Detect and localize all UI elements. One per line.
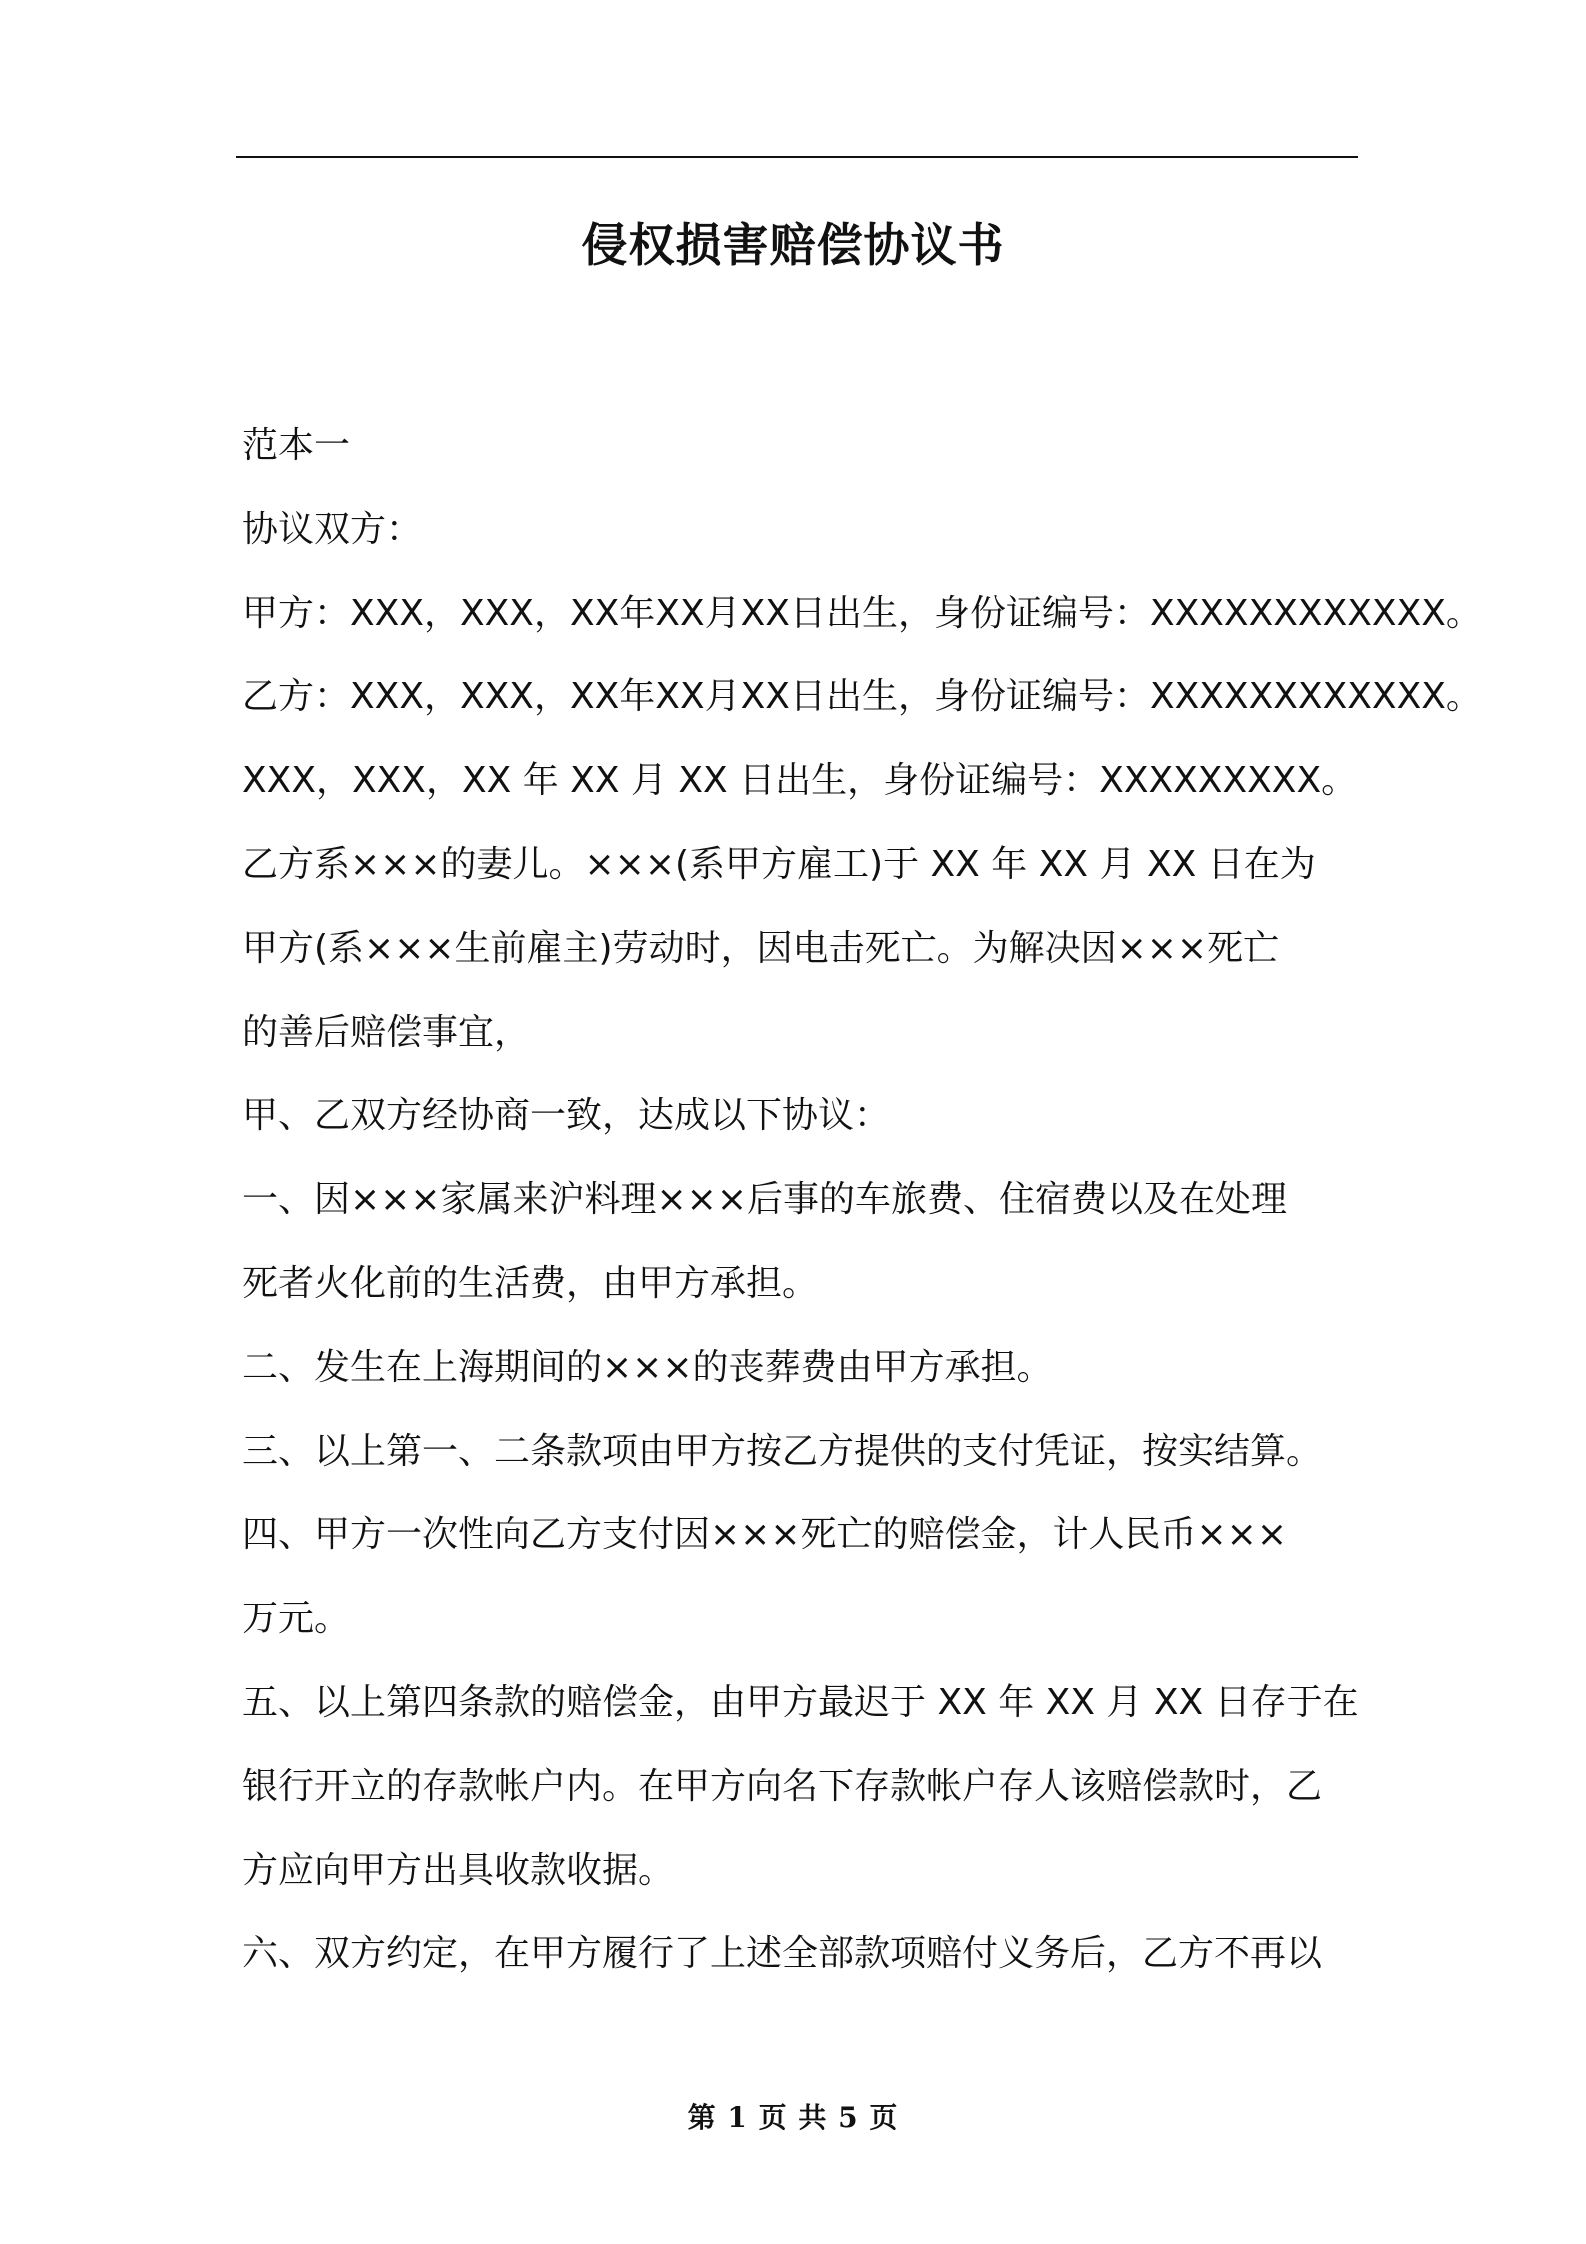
body-line: 五、以上第四条款的赔偿金，由甲方最迟于 XX 年 XX 月 XX 日存于在: [242, 1681, 1359, 1723]
body-line: 的善后赔偿事宜，: [242, 1011, 531, 1053]
body-line: 甲方：XXX，XXX，XX年XX月XX日出生，身份证编号：XXXXXXXXXXXX。: [242, 592, 1482, 634]
body-line: 方应向甲方出具收款收据。: [242, 1849, 675, 1891]
body-line: 乙方系×××的妻儿。×××(系甲方雇工)于 XX 年 XX 月 XX 日在为: [242, 843, 1316, 885]
body-line: 一、因×××家属来沪料理×××后事的车旅费、住宿费以及在处理: [242, 1179, 1287, 1221]
body-line: 万元。: [242, 1598, 351, 1640]
body-line: 甲、乙双方经协商一致，达成以下协议：: [242, 1095, 891, 1137]
header-rule: [236, 156, 1358, 158]
body-line: 死者火化前的生活费，由甲方承担。: [242, 1262, 819, 1304]
body-line: 范本一: [242, 425, 351, 466]
document-body: [242, 404, 1482, 1996]
body-line: 六、双方约定，在甲方履行了上述全部款项赔付义务后，乙方不再以: [242, 1933, 1323, 1975]
page-footer: 第 1 页 共 5 页: [687, 2101, 899, 2134]
body-line: 协议双方：: [242, 508, 423, 550]
body-line: 甲方(系×××生前雇主)劳动时，因电击死亡。为解决因×××死亡: [242, 927, 1280, 969]
body-line: 四、甲方一次性向乙方支付因×××死亡的赔偿金，计人民币×××: [242, 1514, 1287, 1556]
body-line: 二、发生在上海期间的×××的丧葬费由甲方承担。: [242, 1346, 1053, 1388]
document-title: 侵权损害赔偿协议书: [581, 218, 1005, 272]
body-line: 乙方：XXX，XXX，XX年XX月XX日出生，身份证编号：XXXXXXXXXXXX。: [242, 676, 1482, 718]
body-line: 银行开立的存款帐户内。在甲方向名下存款帐户存人该赔偿款时，乙: [242, 1765, 1323, 1807]
body-line: XXX，XXX，XX 年 XX 月 XX 日出生，身份证编号：XXXXXXXXX。: [242, 760, 1358, 802]
body-line: 三、以上第一、二条款项由甲方按乙方提供的支付凭证，按实结算。: [242, 1430, 1323, 1472]
